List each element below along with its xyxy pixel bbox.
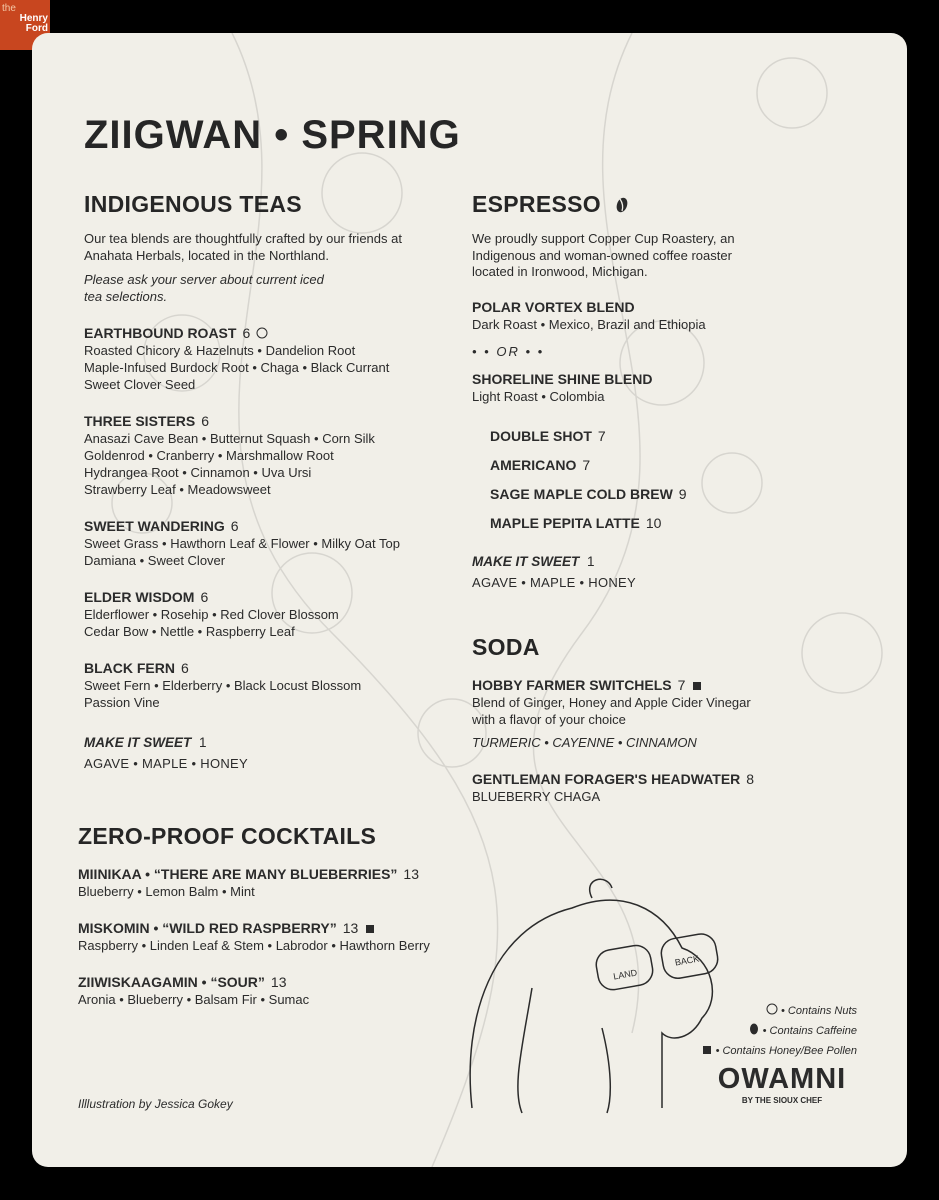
drink-name: MAPLE PEPITA LATTE bbox=[490, 514, 640, 531]
item-desc: Aronia • Blueberry • Balsam Fir • Sumac bbox=[78, 992, 310, 1007]
coffee-bean-icon bbox=[748, 1023, 760, 1035]
item-name-row bbox=[472, 770, 802, 788]
item-price: 6 bbox=[230, 518, 239, 534]
menu-item bbox=[84, 517, 454, 569]
sweet-label: MAKE IT SWEET bbox=[84, 735, 192, 750]
sweet-options: AGAVE • MAPLE • HONEY bbox=[84, 756, 248, 771]
cocktails-section bbox=[78, 823, 478, 1008]
menu-item bbox=[84, 659, 454, 711]
sweet-label: MAKE IT SWEET bbox=[472, 553, 580, 569]
owamni-logo bbox=[707, 1063, 857, 1105]
blend-item bbox=[472, 370, 802, 405]
or-divider: • • OR • • bbox=[472, 343, 545, 359]
espresso-heading-text: ESPRESSO bbox=[472, 191, 601, 217]
item-name-row bbox=[84, 588, 454, 606]
item-name: SWEET WANDERING bbox=[84, 518, 225, 534]
item-price: 8 bbox=[746, 770, 755, 787]
cocktails-heading: ZERO-PROOF COCKTAILS bbox=[78, 823, 377, 849]
item-name-row bbox=[78, 865, 478, 883]
espresso-section bbox=[472, 191, 802, 805]
svg-text:LAND: LAND bbox=[612, 967, 638, 982]
item-name-row bbox=[84, 412, 454, 430]
brand-name: OWAMNI bbox=[717, 1063, 847, 1095]
item-desc: Maple-Infused Burdock Root • Chaga • Black Currant bbox=[84, 360, 390, 375]
item-name: HOBBY FARMER SWITCHELS bbox=[472, 676, 672, 693]
espresso-heading bbox=[472, 191, 802, 218]
honey-icon bbox=[364, 922, 376, 934]
item-desc: Roasted Chicory & Hazelnuts • Dandelion Root bbox=[84, 343, 356, 358]
menu-item bbox=[78, 865, 478, 900]
menu-item bbox=[472, 770, 802, 805]
sweet-price: 1 bbox=[587, 553, 595, 569]
item-desc: Blend of Ginger, Honey and Apple Cider Vinegar bbox=[472, 694, 751, 710]
menu-item bbox=[78, 973, 478, 1008]
menu-item bbox=[84, 412, 454, 498]
teas-section bbox=[84, 191, 454, 771]
item-name: GENTLEMAN FORAGER'S HEADWATER bbox=[472, 770, 741, 787]
menu-item bbox=[472, 676, 802, 751]
teas-intro: Our tea blends are thoughtfully crafted by our friends at Anahata Herbals, located in the Northland. bbox=[84, 231, 402, 263]
drink-item bbox=[490, 514, 802, 532]
honey-icon bbox=[701, 1043, 713, 1055]
teas-heading: INDIGENOUS TEAS bbox=[84, 191, 302, 217]
item-name-row bbox=[84, 517, 454, 535]
allergen-legend bbox=[695, 1001, 858, 1061]
item-desc: Strawberry Leaf • Meadowsweet bbox=[84, 482, 271, 497]
menu-item bbox=[78, 919, 478, 954]
logo-text: Ford bbox=[25, 23, 48, 34]
item-desc: Sweet Grass • Hawthorn Leaf & Flower • Milky Oat Top bbox=[84, 536, 400, 551]
item-name-row bbox=[78, 919, 478, 937]
sweet-price: 1 bbox=[199, 735, 207, 750]
sweet-options: AGAVE • MAPLE • HONEY bbox=[472, 574, 636, 590]
item-name: MISKOMIN • “WILD RED RASPBERRY” bbox=[78, 920, 337, 936]
illustration-credit: Illlustration by Jessica Gokey bbox=[78, 1097, 233, 1111]
item-flavors: TURMERIC • CAYENNE • CINNAMON bbox=[472, 734, 697, 750]
menu-page bbox=[32, 33, 907, 1167]
espresso-make-it-sweet bbox=[472, 554, 802, 590]
item-price: 13 bbox=[403, 866, 419, 882]
item-name: BLACK FERN bbox=[84, 660, 175, 676]
soda-heading: SODA bbox=[472, 633, 540, 660]
espresso-intro: We proudly support Copper Cup Roastery, an Indigenous and woman-owned coffee roaster located in Ironwood, Michigan. bbox=[472, 231, 735, 279]
brand-tagline: BY THE SIOUX CHEF bbox=[741, 1096, 823, 1105]
teas-make-it-sweet bbox=[84, 735, 454, 771]
blend-name: SHORELINE SHINE BLEND bbox=[472, 370, 653, 387]
logo-text: Henry bbox=[19, 13, 48, 24]
item-name-row bbox=[472, 676, 802, 694]
item-desc: Damiana • Sweet Clover bbox=[84, 553, 226, 568]
drink-item bbox=[490, 427, 802, 445]
nuts-icon bbox=[256, 327, 268, 339]
item-desc: Goldenrod • Cranberry • Marshmallow Root bbox=[84, 448, 334, 463]
drink-item bbox=[490, 456, 802, 474]
item-price: 6 bbox=[242, 325, 251, 341]
drink-name: AMERICANO bbox=[490, 456, 577, 473]
item-price: 13 bbox=[342, 920, 359, 936]
teas-note: Please ask your server about current iced tea selections. bbox=[84, 272, 324, 304]
coffee-bean-icon bbox=[616, 197, 628, 213]
item-name-row bbox=[78, 973, 478, 991]
item-name: EARTHBOUND ROAST bbox=[84, 325, 237, 341]
page-title: ZIIGWAN • SPRING bbox=[84, 113, 461, 157]
blend-desc: Light Roast • Colombia bbox=[472, 388, 605, 404]
drink-name: SAGE MAPLE COLD BREW bbox=[490, 485, 673, 502]
item-price: 6 bbox=[181, 660, 189, 676]
item-price: 7 bbox=[677, 676, 686, 693]
item-price: 6 bbox=[200, 589, 209, 605]
item-name: ELDER WISDOM bbox=[84, 589, 195, 605]
drink-price: 9 bbox=[678, 485, 687, 502]
item-desc: with a flavor of your choice bbox=[472, 711, 626, 727]
menu-item bbox=[84, 324, 454, 393]
logo-text: the bbox=[2, 3, 16, 14]
item-desc: BLUEBERRY CHAGA bbox=[472, 788, 601, 804]
nuts-icon bbox=[766, 1003, 778, 1015]
legend-nuts: • Contains Nuts bbox=[781, 1005, 857, 1017]
item-name: ZIIWISKAAGAMIN • “SOUR” bbox=[78, 974, 265, 990]
svg-text:BACK: BACK bbox=[674, 953, 700, 968]
item-desc: Sweet Clover Seed bbox=[84, 377, 196, 392]
legend-caffeine: • Contains Caffeine bbox=[762, 1025, 857, 1037]
blend-item bbox=[472, 298, 802, 333]
blend-name: POLAR VORTEX BLEND bbox=[472, 298, 635, 315]
drink-name: DOUBLE SHOT bbox=[490, 427, 592, 444]
item-desc: Sweet Fern • Elderberry • Black Locust Blossom bbox=[84, 678, 362, 693]
honey-icon bbox=[691, 679, 703, 691]
menu-item bbox=[84, 588, 454, 640]
item-desc: Elderflower • Rosehip • Red Clover Blossom bbox=[84, 607, 339, 622]
item-desc: Blueberry • Lemon Balm • Mint bbox=[78, 884, 255, 899]
legend-honey: • Contains Honey/Bee Pollen bbox=[715, 1045, 857, 1057]
drink-price: 7 bbox=[597, 427, 606, 444]
item-name: MIINIKAA • “THERE ARE MANY BLUEBERRIES” bbox=[78, 866, 398, 882]
item-desc: Passion Vine bbox=[84, 695, 160, 710]
item-desc: Cedar Bow • Nettle • Raspberry Leaf bbox=[84, 624, 295, 639]
item-desc: Hydrangea Root • Cinnamon • Uva Ursi bbox=[84, 465, 312, 480]
item-price: 6 bbox=[201, 413, 210, 429]
drink-price: 7 bbox=[582, 456, 591, 473]
item-name: THREE SISTERS bbox=[84, 413, 196, 429]
blend-desc: Dark Roast • Mexico, Brazil and Ethiopia bbox=[472, 316, 706, 332]
drink-item bbox=[490, 485, 802, 503]
item-name-row bbox=[84, 324, 454, 342]
item-name-row bbox=[84, 659, 454, 677]
item-desc: Raspberry • Linden Leaf & Stem • Labrodor • Hawthorn Berry bbox=[78, 938, 430, 953]
drink-price: 10 bbox=[645, 514, 662, 531]
item-desc: Anasazi Cave Bean • Butternut Squash • Corn Silk bbox=[84, 431, 375, 446]
item-price: 13 bbox=[270, 974, 287, 990]
